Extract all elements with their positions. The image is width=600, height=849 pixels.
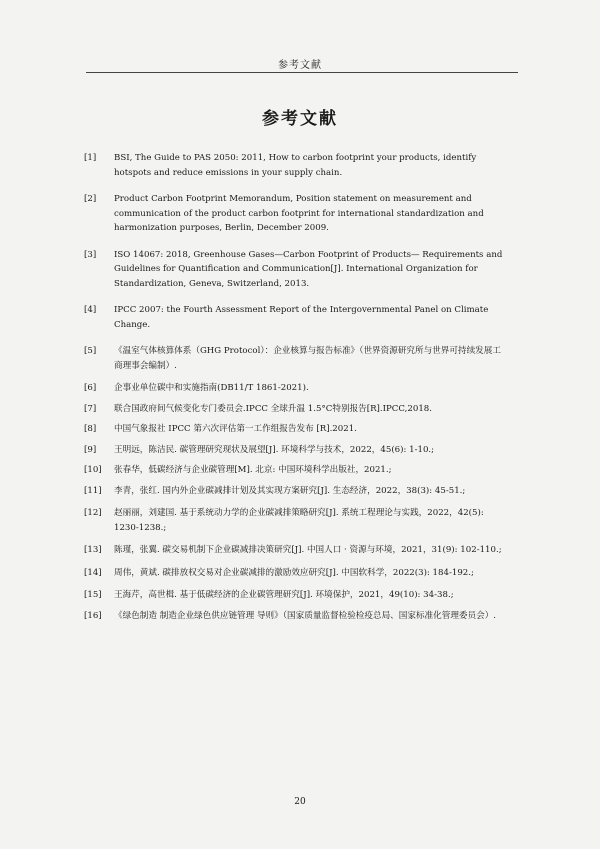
reference-number: [16] xyxy=(84,610,102,621)
reference-item xyxy=(84,484,504,499)
reference-item xyxy=(84,402,504,417)
reference-text: 陈瑾，张翼. 碳交易机制下企业碳减排决策研究[J]. 中国人口 · 资源与环境，2021，31(9): 102-110.; xyxy=(114,545,502,555)
reference-text: 张春华，低碳经济与企业碳管理[M]. 北京: 中国环境科学出版社，2021.; xyxy=(114,465,392,475)
reference-number: [4] xyxy=(84,305,97,315)
reference-number: [9] xyxy=(84,444,97,455)
reference-number: [10] xyxy=(84,465,102,475)
reference-number: [3] xyxy=(84,249,97,260)
reference-number: [15] xyxy=(84,590,102,600)
reference-text: 联合国政府间气候变化专门委员会.IPCC 全球升温 1.5°C特别报告[R].IPCC,2018. xyxy=(114,403,432,414)
reference-text: 《温室气体核算体系（GHG Protocol）：企业核算与报告标准》（世界资源研究所与世界可持续发展工商理事会编制）. xyxy=(114,346,501,371)
reference-item xyxy=(84,543,504,558)
reference-number: [14] xyxy=(84,567,102,578)
reference-list xyxy=(84,151,504,623)
reference-text: 赵丽丽，刘建国. 基于系统动力学的企业碳减排策略研究[J]. 系统工程理论与实践，2022，42(5): 1230-1238.; xyxy=(114,508,484,533)
reference-item xyxy=(84,588,504,603)
reference-text: BSI, The Guide to PAS 2050: 2011, How to carbon footprint your products, identify hotspots and reduce emissions in your supply chain. xyxy=(114,153,477,178)
reference-number: [1] xyxy=(84,153,97,163)
header-divider xyxy=(86,72,518,73)
reference-item xyxy=(84,303,504,332)
reference-item xyxy=(84,566,504,581)
reference-item xyxy=(84,192,504,236)
reference-item xyxy=(84,248,504,292)
page-title: 参考文献 xyxy=(262,109,338,129)
reference-item xyxy=(84,506,504,535)
reference-text: 王明远，陈洁民. 碳管理研究现状及展望[J]. 环境科学与技术，2022，45(6): 1-10.; xyxy=(114,444,435,455)
reference-text: ISO 14067: 2018, Greenhouse Gases—Carbon Footprint of Products— Requirements and Guidelines for Quantification and Communication[J]. International Organization for Standardization, Geneva, Switzerland, 2013. xyxy=(114,249,503,289)
reference-item xyxy=(84,443,504,458)
reference-text: 李青，张红. 国内外企业碳减排计划及其实现方案研究[J]. 生态经济，2022，38(3): 45-51.; xyxy=(114,485,466,496)
reference-item xyxy=(84,422,504,437)
reference-item xyxy=(84,344,504,373)
reference-item xyxy=(84,381,504,396)
page-number: 20 xyxy=(294,797,306,807)
reference-number: [12] xyxy=(84,508,102,518)
reference-item xyxy=(84,151,504,180)
reference-number: [8] xyxy=(84,424,97,434)
reference-text: 《绿色制造 制造企业绿色供应链管理 导则》（国家质量监督检验检疫总局、国家标准化管理委员会）. xyxy=(114,610,497,621)
reference-item xyxy=(84,609,504,624)
reference-number: [6] xyxy=(84,383,97,393)
reference-text: 企事业单位碳中和实施指南(DB11/T 1861-2021). xyxy=(114,383,309,393)
running-header: 参考文献 xyxy=(278,60,322,71)
reference-text: Product Carbon Footprint Memorandum, Position statement on measurement and communication of the product carbon footprint for international standardization and harmonization purposes, Berlin, December 2009. xyxy=(114,194,484,233)
reference-item xyxy=(84,463,504,478)
reference-text: IPCC 2007: the Fourth Assessment Report of the Intergovernmental Panel on Climate Change. xyxy=(114,305,489,330)
reference-number: [13] xyxy=(84,545,102,555)
reference-number: [5] xyxy=(84,346,97,356)
reference-text: 中国气象报社 IPCC 第六次评估第一工作组报告发布 [R].2021. xyxy=(114,424,357,434)
reference-text: 王海芹，高世楫. 基于低碳经济的企业碳管理研究[J]. 环境保护，2021，49(10): 34-38.; xyxy=(114,590,454,600)
reference-number: [7] xyxy=(84,403,97,414)
reference-number: [11] xyxy=(84,485,102,496)
reference-text: 周伟，黄斌. 碳排放权交易对企业碳减排的激励效应研究[J]. 中国软科学，2022(3): 184-192.; xyxy=(114,567,474,578)
reference-number: [2] xyxy=(84,194,97,204)
